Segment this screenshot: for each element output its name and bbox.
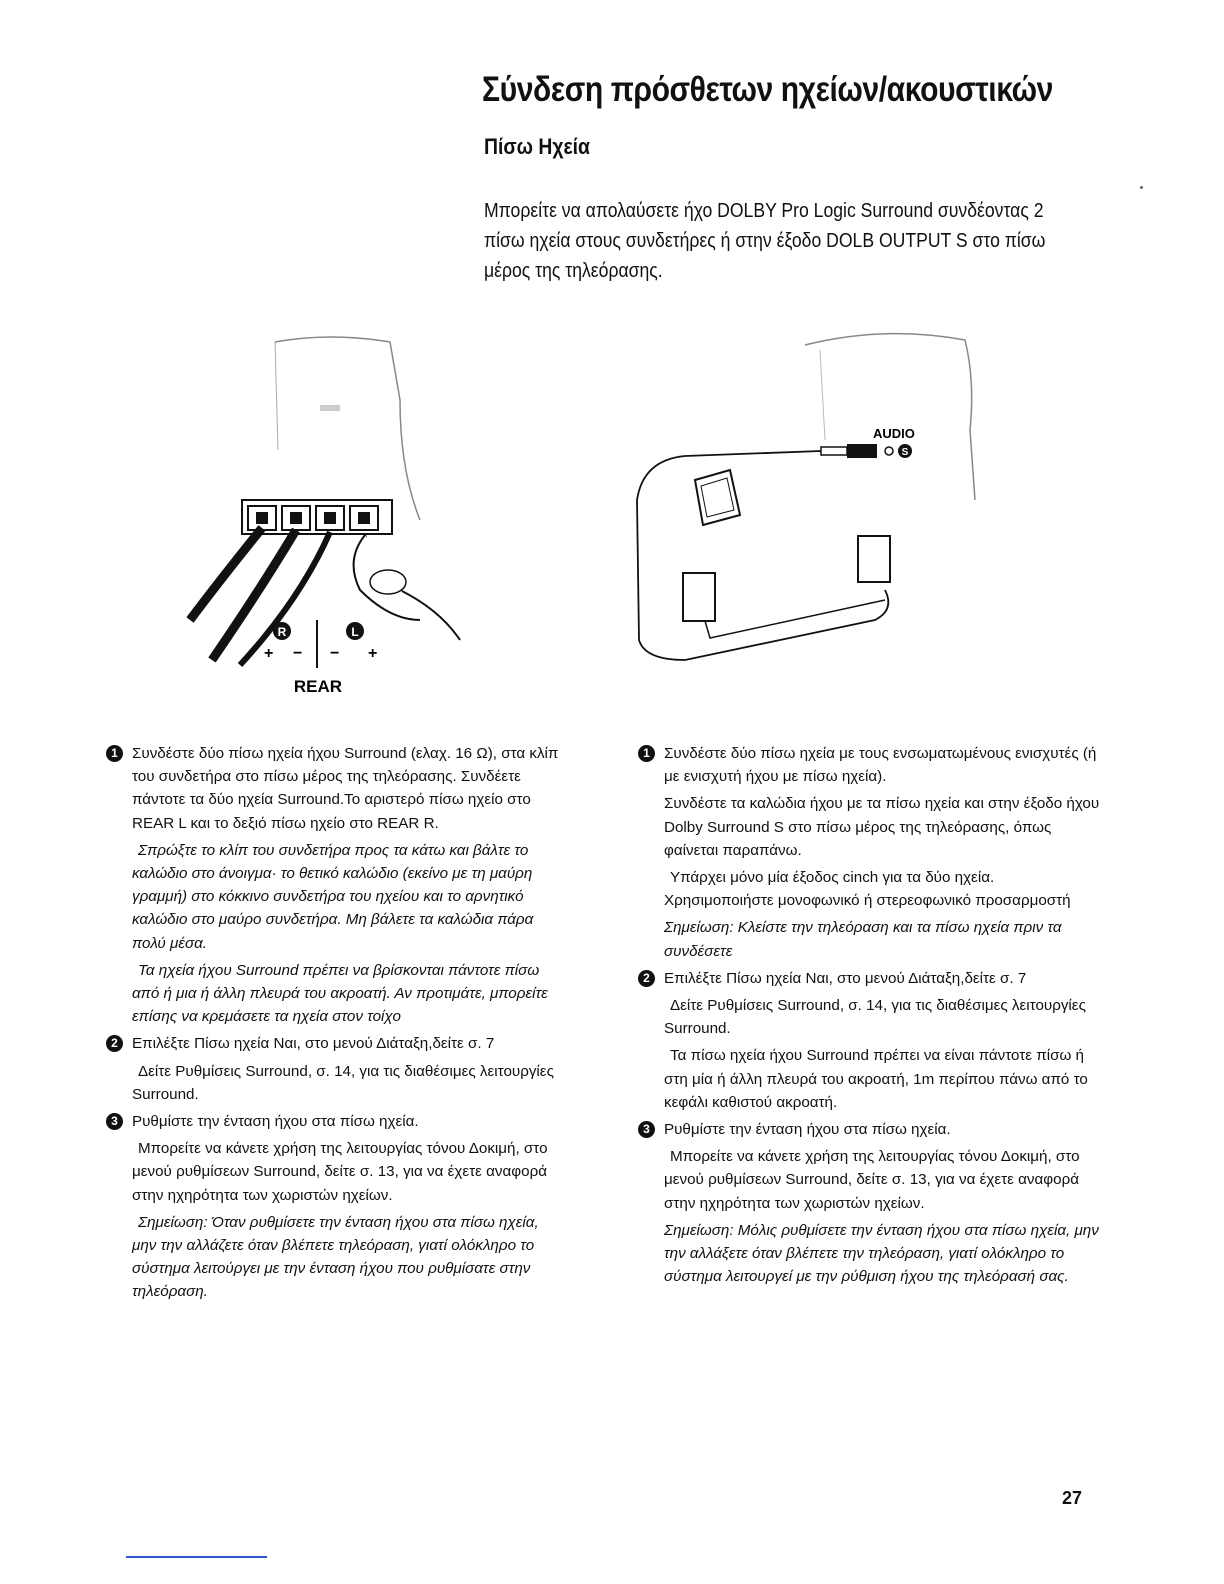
right-column [638, 742, 1100, 1292]
step-text: Επιλέξτε Πίσω ηχεία Ναι, στο μενού Διάταξη,δείτε σ. 7 [664, 969, 1027, 987]
step-number-badge: 2 [638, 970, 655, 987]
intro-paragraph: Μπορείτε να απολαύσετε ήχο DOLBY Pro Logic Surround συνδέοντας 2 πίσω ηχεία στους συνδετήρες ή στην έξοδο DOLB OUTPUT S στο πίσω μέρος της τηλεόρασης. [484, 200, 1046, 282]
step-text: Επιλέξτε Πίσω ηχεία Ναι, στο μενού Διάταξη,δείτε σ. 7 [132, 1035, 495, 1053]
rear-connector-illustration [150, 320, 480, 700]
step-text: Συνδέστε δύο πίσω ηχεία με τους ενσωματωμένους ενισχυτές (ή με ενισχυτή ήχου με πίσω ηχεία). [664, 745, 1097, 786]
left-step-2 [106, 1032, 566, 1110]
label-sticker [320, 405, 340, 411]
l-label: L [351, 625, 359, 639]
step-note: Σημείωση: Κλείστε την τηλεόραση και τα πίσω ηχεία πριν τα συνδέσετε [664, 919, 1062, 960]
step-note: Σημείωση: Μόλις ρυθμίσετε την ένταση ήχου στα πίσω ηχεία, μην την αλλάξετε όταν βλέπετε την τηλεόραση, γιατί ολόκληρο το σύστημα λειτουργεί με την ρύθμιση ήχου της τηλεόρασή σας. [664, 1221, 1099, 1286]
step-subtext: Δείτε Ρυθμίσεις Surround, σ. 14, για τις διαθέσιμες λειτουργίες Surround. [132, 1062, 554, 1103]
l-plus-sign: + [368, 645, 378, 662]
rear-speaker-right [858, 536, 890, 582]
section-subtitle: Πίσω Ηχεία [484, 134, 590, 159]
step-number-badge: 3 [638, 1121, 655, 1138]
right-step-1 [638, 742, 1100, 967]
step-note: Σημείωση: Όταν ρυθμίσετε την ένταση ήχου στα πίσω ηχεία, μην την αλλάζετε όταν βλέπετε τηλεόραση, γιατί ολόκληρο το σύστημα λειτούργει με την ένταση ήχου που ρυθμίσατε στην τηλεόραση. [132, 1213, 539, 1301]
step-text: Ρυθμίστε την ένταση ήχου στα πίσω ηχεία. [132, 1113, 419, 1131]
step-italic-note: Τα ηχεία ήχου Surround πρέπει να βρίσκονται πάντοτε πίσω από ή μια ή άλλη πλευρά του ακροατή. Αν προτιμάτε, μπορείτε επίσης να κρεμάσετε τα ηχεία στον τοίχο [132, 961, 548, 1026]
step-number-badge: 1 [638, 745, 655, 762]
l-minus-sign: − [330, 645, 340, 662]
right-step-2 [638, 967, 1100, 1118]
cinch-plug [847, 444, 877, 458]
audio-label: AUDIO [873, 426, 915, 441]
r-minus-sign: − [293, 645, 303, 662]
scan-dot [1140, 186, 1143, 189]
s-label: S [901, 447, 909, 458]
step-text: Συνδέστε δύο πίσω ηχεία ήχου Surround (ελαχ. 16 Ω), στα κλίπ του συνδετήρα στο πίσω μέρος της τηλεόρασης. Συνδέετε πάντοτε τα δύο ηχεία Surround.Το αριστερό πίσω ηχείο στο REAR L και το δεξιό πίσω ηχείο στο REAR R. [132, 745, 559, 832]
r-plus-sign: + [264, 645, 274, 662]
rear-speaker-left [683, 573, 715, 621]
step-subtext: Συνδέστε τα καλώδια ήχου με τα πίσω ηχεία και στην έξοδο ήχου Dolby Surround S στο πίσω μέρος της τηλεόρασης, όπως φαίνεται παραπάνω. [664, 795, 1100, 859]
footer-link-line [126, 1556, 267, 1558]
page-title: Σύνδεση πρόσθετων ηχείων/ακουστικών [482, 70, 1053, 109]
step-italic-note: Σπρώξτε το κλίπ του συνδετήρα προς τα κάτω και βάλτε το καλώδιο στο άνοιγμα· το θετικό καλώδιο (εκείνο με τη μαύρη γραμμή) στο κόκκινο συνδετήρα του ηχείου και το αρνητικό καλώδιο στο μαύρο συνδετήρα. Μη βάλετε τα καλώδια πάρα πολύ μέσα. [132, 841, 534, 952]
room-cable [637, 451, 888, 660]
step-subtext: Μπορείτε να κάνετε χρήση της λειτουργίας τόνου Δοκιμή, στο μενού ρυθμίσεων Surround, δείτε σ. 13, για να έχετε αναφορά στην ηχηρότητα των χωριστών ηχείων. [132, 1140, 548, 1204]
rear-label: REAR [293, 677, 343, 696]
step-number-badge: 2 [106, 1035, 123, 1052]
tv-icon [695, 470, 740, 525]
step-text: Ρυθμίστε την ένταση ήχου στα πίσω ηχεία. [664, 1121, 951, 1139]
step-subtext: Υπάρχει μόνο μία έξοδος cinch για τα δύο ηχεία. Χρησιμοποιήστε μονοφωνικό ή στερεοφωνικό προσαρμοστή [664, 869, 1071, 910]
page-number: 27 [1062, 1488, 1083, 1508]
step-subtext: Μπορείτε να κάνετε χρήση της λειτουργίας τόνου Δοκιμή, στο μενού ρυθμίσεων Surround, δείτε σ. 13, για να έχετε αναφορά στην ηχηρότητα των χωριστών ηχείων. [664, 1148, 1080, 1212]
step-subtext: Δείτε Ρυθμίσεις Surround, σ. 14, για τις διαθέσιμες λειτουργίες Surround. [664, 997, 1086, 1038]
step-number-badge: 3 [106, 1113, 123, 1130]
left-step-3 [106, 1110, 566, 1308]
left-step-1 [106, 742, 566, 1032]
step-subtext: Τα πίσω ηχεία ήχου Surround πρέπει να είναι πάντοτε πίσω ή στη μία ή άλλη πλευρά του ακροατή, 1m περίπου πάνω από το κεφάλι καθιστού ακροατή. [664, 1047, 1088, 1111]
step-number-badge: 1 [106, 745, 123, 762]
audio-output-illustration [625, 320, 995, 680]
right-step-3 [638, 1118, 1100, 1292]
r-label: R [277, 625, 287, 639]
left-column [106, 742, 566, 1308]
